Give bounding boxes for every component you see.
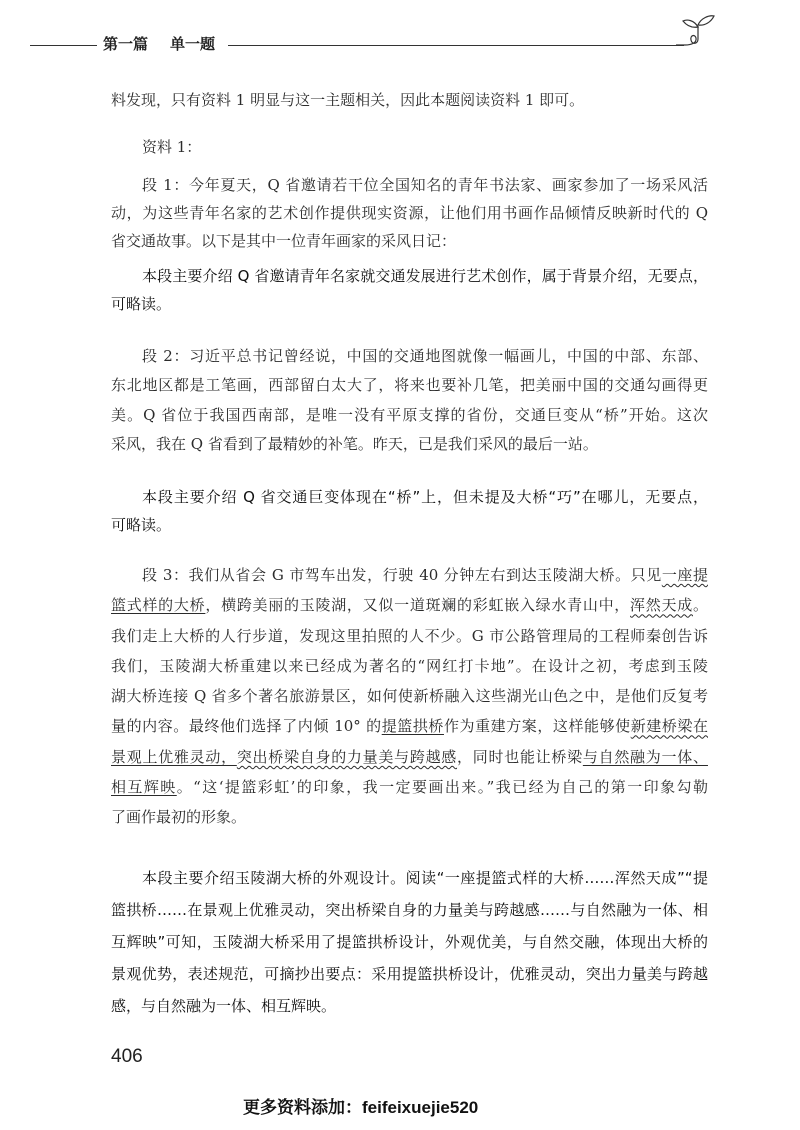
wavy-underlined-text: 浑然天成 (630, 596, 693, 615)
text-line (111, 894, 708, 926)
header-rule-right (228, 45, 684, 46)
wavy-underlined-text: 新建桥梁在 (630, 717, 708, 736)
sprout-icon (676, 12, 720, 50)
text-segment: 我们走上大桥的人行步道，发现这里拍照的人不少。G 市公路管理局的工程师秦创告诉 (111, 626, 708, 645)
text-segment: 湖大桥连接 Q 省多个著名旅游景区，如何使新桥融入这些湖光山色之中，是他们反复考 (111, 687, 708, 706)
text-segment: 东北地区都是工笔画，西部留白太大了，将来也要补几笔，把美丽中国的交通勾画得更 (111, 376, 708, 395)
text-segment: 段 3：我们从省会 G 市驾车出发，行驶 40 分钟左右到达玉陵湖大桥。只见 (142, 566, 662, 584)
wavy-underlined-text: 突出桥梁自身的力量美与跨越感 (236, 747, 458, 766)
text-segment: 。“这‘提篮彩虹’的印象，我一定要画出来。”我已经为自己的第一印象勾勒 (176, 778, 708, 797)
analysis-paragraph-3 (111, 862, 708, 1022)
text-line (111, 199, 708, 227)
footer-note: 更多资料添加：feifeixuejie520 (243, 1098, 479, 1117)
material-paragraph-1 (111, 171, 708, 255)
text-line (111, 342, 708, 371)
text-line (111, 862, 708, 894)
text-line (111, 430, 708, 459)
underlined-text: 篮式样的大桥 (111, 596, 206, 615)
text-line (111, 990, 708, 1022)
text-segment: 本段主要介绍 Q 省邀请青年名家就交通发展进行艺术创作，属于背景介绍，无要点， (142, 267, 708, 285)
text-segment: ，横跨美丽的玉陵湖，又似一道斑斓的彩虹嵌入绿水青山中， (205, 596, 631, 615)
header-part-title: 第一篇 (103, 35, 149, 53)
text-segment: 美。Q 省位于我国西南部，是唯一没有平原支撑的省份，交通巨变从“桥”开始。这次 (111, 405, 708, 424)
text-segment: 感，与自然融为一体、相互辉映。 (111, 997, 337, 1015)
text-segment: 本段主要介绍玉陵湖大桥的外观设计。阅读“一座提篮式样的大桥……浑然天成”“提 (142, 869, 708, 887)
material-heading (111, 133, 708, 161)
text-segment: 采风，我在 Q 省看到了最精妙的补笔。昨天，已是我们采风的最后一站。 (111, 434, 598, 453)
underlined-text: 相互辉映 (111, 778, 177, 797)
text-segment: ，同时也能让桥梁 (457, 747, 583, 766)
text-segment: 我们，玉陵湖大桥重建以来已经成为著名的“网红打卡地”。在设计之初，考虑到玉陵 (111, 656, 708, 675)
text-segment: 本段主要介绍 Q 省交通巨变体现在“桥”上，但未提及大桥“巧”在哪儿，无要点， (142, 488, 708, 506)
underlined-text: 景观上优雅灵动， (111, 747, 237, 766)
text-line (111, 401, 708, 430)
material-paragraph-3 (111, 560, 708, 833)
text-segment: 段 1：今年夏天，Q 省邀请若干位全国知名的青年书法家、画家参加了一场采风活 (142, 176, 708, 194)
text-line (111, 621, 708, 651)
underlined-text: 提篮拱桥 (381, 717, 444, 736)
wavy-underlined-text: 一座提 (661, 566, 708, 584)
text-segment: 篮拱桥……在景观上优雅灵动，突出桥梁自身的力量美与跨越感……与自然融为一体、相 (111, 901, 708, 919)
text-line (111, 171, 708, 199)
text-segment: 段 2：习近平总书记曾经说，中国的交通地图就像一幅画儿，中国的中部、东部、 (142, 347, 708, 365)
text-segment: 料发现，只有资料 1 明显与这一主题相关，因此本题阅读资料 1 即可。 (111, 91, 585, 109)
text-line (111, 681, 708, 711)
text-line (111, 590, 708, 620)
text-segment: 省交通故事。以下是其中一位青年画家的采风日记： (111, 232, 457, 250)
material-paragraph-2 (111, 342, 708, 459)
underlined-text: 与自然融为一体、 (582, 747, 708, 766)
text-line (111, 926, 708, 958)
analysis-paragraph-1 (111, 262, 708, 318)
header-rule-left (30, 45, 97, 46)
text-segment: 可略读。 (111, 516, 172, 534)
text-line (111, 651, 708, 681)
text-segment: 作为重建方案，这样能够使 (443, 717, 631, 736)
text-line (111, 371, 708, 400)
text-segment: 动，为这些青年名家的艺术创作提供现实资源，让他们用书画作品倾情反映新时代的 Q (111, 204, 708, 222)
text-segment: 。 (692, 596, 708, 615)
text-line (111, 772, 708, 802)
text-line (111, 511, 708, 539)
text-line (111, 262, 708, 290)
text-line (111, 802, 708, 832)
text-segment: 资料 1： (142, 138, 202, 156)
text-line (111, 560, 708, 590)
text-segment: 景观优势，表述规范，可摘抄出要点：采用提篮拱桥设计，优雅灵动，突出力量美与跨越 (111, 965, 708, 983)
text-line (111, 958, 708, 990)
text-line (111, 483, 708, 511)
text-line (111, 290, 708, 318)
text-line (111, 742, 708, 772)
text-line (111, 711, 708, 741)
text-line (111, 133, 708, 161)
text-line (111, 227, 708, 255)
text-segment: 可略读。 (111, 295, 172, 313)
header-section-title: 单一题 (170, 35, 216, 53)
text-segment: 了画作最初的形象。 (111, 808, 247, 827)
analysis-paragraph-2 (111, 483, 708, 539)
passage-intro (111, 86, 708, 114)
text-segment: 互辉映”可知，玉陵湖大桥采用了提篮拱桥设计，外观优美，与自然交融，体现出大桥的 (111, 933, 708, 951)
text-segment: 量的内容。最终他们选择了内倾 10° 的 (111, 717, 382, 736)
text-line (111, 86, 708, 114)
page-number: 406 (111, 1046, 143, 1067)
